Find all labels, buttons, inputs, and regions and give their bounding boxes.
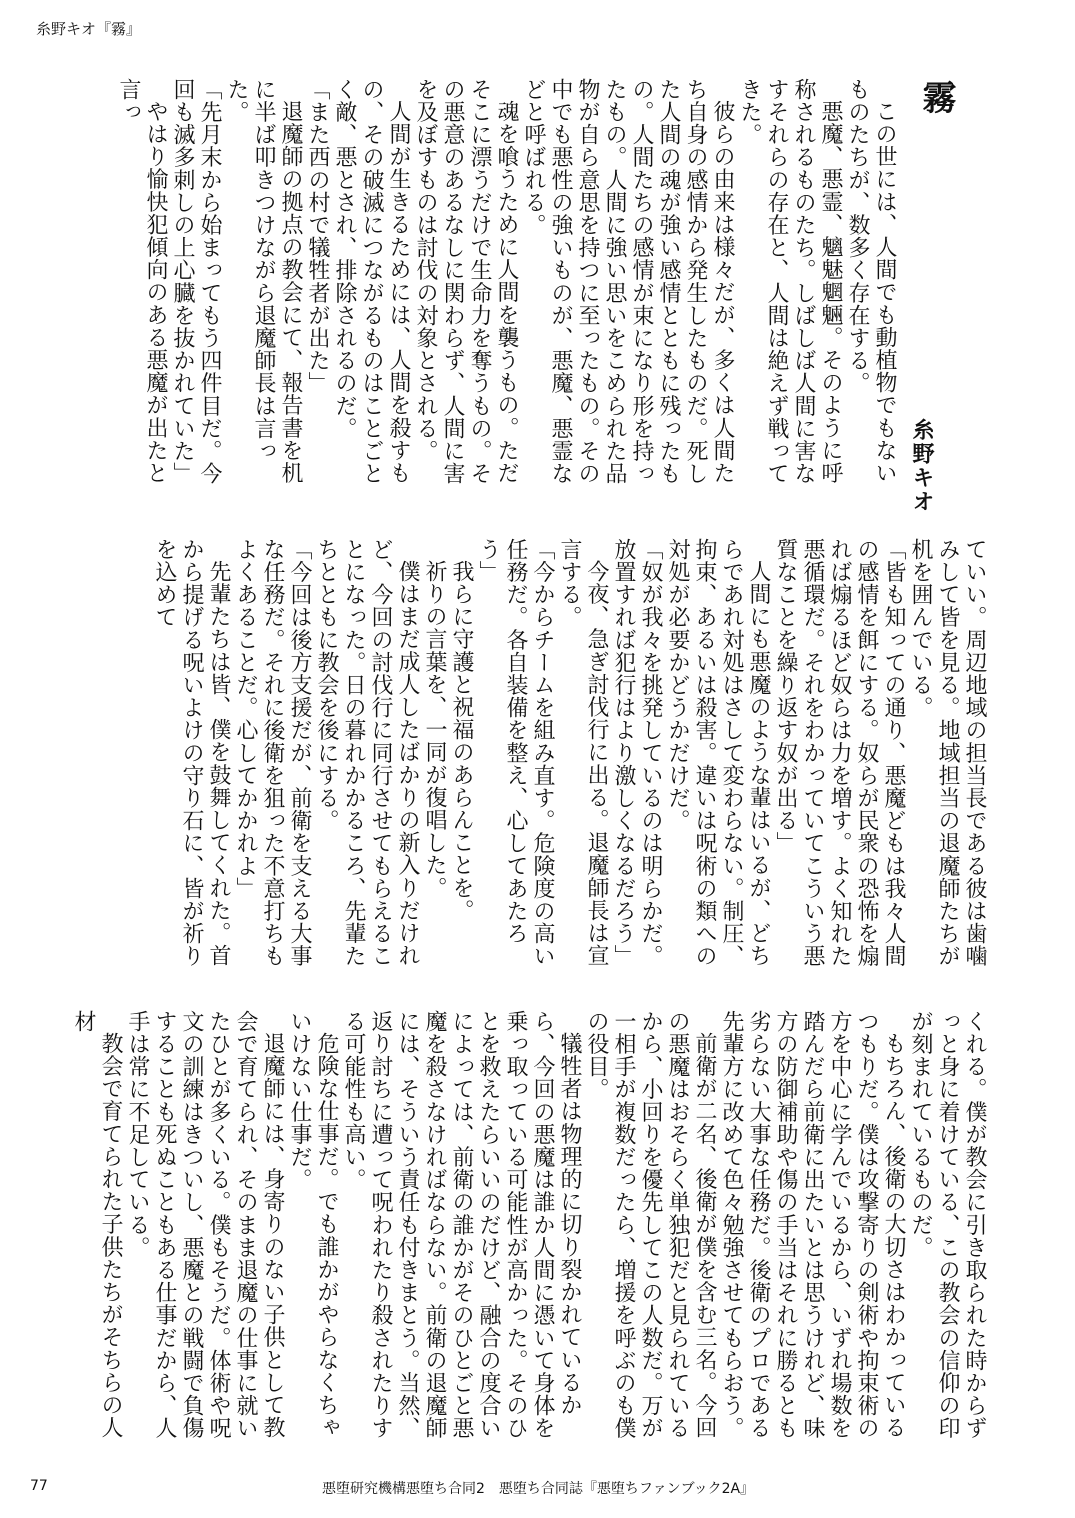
paragraph: 彼らの由来は様々だが、多くは人間たち自身の感情から発生したものだ。死した人間の魂が強い感情とともに残ったもの。人間たちの感情が束になり形を持ったもの。人間に強い思いをこめられた品物が自ら意思を持つに至ったもの。その中でも悪性の強いものが、悪魔、悪霊などと呼ばれる。 <box>521 78 735 485</box>
text-band-3 <box>71 1010 988 1445</box>
dialogue: 「奴が我々を挑発しているのは明らかだ。放置すれば犯行はより激しくなるだろう」 <box>611 538 663 968</box>
text-band-1 <box>116 78 898 493</box>
paragraph: 退魔師の拠点の教会にて、報告書を机に半ば叩きつけながら退魔師長は言った。 <box>224 78 303 485</box>
paragraph: 教会で育てられた子供たちがそちらの人材 <box>71 1010 123 1439</box>
paragraph: 今夜、急ぎ討伐行に出る。退魔師長は宣言する。 <box>557 538 609 967</box>
paragraph: 退魔師には、身寄りのない子供として教会で育てられ、そのまま退魔の仕事に就いたひとが多くいる。僕もそうだ。体術や呪文の訓練はきついし、悪魔との戦闘で負傷することも死ぬこともある仕事だから、人手は常に不足している。 <box>125 1010 285 1440</box>
paragraph: くれる。僕が教会に引き取られた時からずっと身に着けている、この教会の信仰の印が刻まれているものだ。 <box>908 1010 987 1440</box>
paragraph: 僕はまだ成人したばかりの新入りだけれど、今回の討伐行に同行させてもらえることになった。日の暮れかかるころ、先輩たちとともに教会を後にする。 <box>314 538 420 968</box>
paragraph: 祈りの言葉を、一同が復唱した。 <box>422 560 447 899</box>
dialogue: 「今からチームを組み直す。危険度の高い任務だ。各自装備を整え、心してあたろう」 <box>476 538 555 968</box>
paragraph: この世には、人間でも動植物でもないものたちが、数多く存在する。 <box>845 78 897 485</box>
paragraph: 魂を喰うために人間を襲うもの。ただそこに漂うだけで生命力を奪うもの。その悪意のあるなしに関わらず、人間に害を及ぼすものは討伐の対象とされる。 <box>413 78 519 485</box>
paragraph: 人間が生きるためには、人間を殺すもの、その破滅につながるものはことごとく敵、悪とされ、排除されるのだ。 <box>332 78 411 485</box>
story-author: 糸野キオ <box>909 418 934 514</box>
running-title: 糸野キオ『霧』 <box>36 20 142 38</box>
paragraph: 前衛が二名、後衛が僕を含む三名。今回の悪魔はおそらく単独犯だと見られているから、小回りを優先してこの人数だ。万が一相手が複数だったら、増援を呼ぶのも僕の役目。 <box>584 1010 717 1440</box>
paragraph: やはり愉快犯傾向のある悪魔が出たと言っ <box>116 78 168 485</box>
dialogue: 「また西の村で犠牲者が出た」 <box>305 78 330 395</box>
paragraph: ていい。周辺地域の担当長である彼は歯噛みして皆を見る。地域担当の退魔師たちが机を囲んでいる。 <box>908 538 987 968</box>
paragraph: 先輩たちは皆、僕を鼓舞してくれた。首から提げる呪いよけの守り石に、皆が祈りを込めて <box>152 538 231 968</box>
paragraph: もちろん、後衛の大切さはわかっているつもりだ。僕は攻撃寄りの剣術や拘束術の方を中心に学んでいるから、いずれ場数を踏んだら前衛に出たいとは思うけれど、味方の防御補助や傷の手当はそれに勝るとも劣らない大事な任務だ。後衛のプロである先輩方に改めて色々勉強させてもらおう。 <box>719 1010 906 1440</box>
text-band-2 <box>108 538 988 968</box>
paragraph: 犠牲者は物理的に切り裂かれているから、今回の悪魔は誰か人間に憑いて身体を乗っ取っている可能性が高かった。そのひとを救えたらいいのだけど、融合の度合いによっては、前衛の誰かがそのひとごと悪魔を殺さなければならない。前衛の退魔師には、そういう責任も付きまとう。当然、返り討ちに遭って呪われたり殺されたりする可能性も高い。 <box>341 1010 582 1440</box>
dialogue: 「先月末から始まってもう四件目だ。今回も滅多刺しの上心臓を抜かれていた」 <box>170 78 222 485</box>
story-title: 霧 <box>916 80 956 114</box>
dialogue: 「皆も知っての通り、悪魔どもは我々人間の感情を餌にする。奴らが民衆の恐怖を煽れば煽るほど奴らは力を増す。よく知れた悪循環だ。それをわかっていてこういう悪質なことを繰り返す奴が出る」 <box>773 538 906 968</box>
paragraph: 危険な仕事だ。でも誰かがやらなくちゃいけない仕事だ。 <box>287 1010 339 1439</box>
paragraph: 悪魔、悪霊、魑魅魍魎。そのように呼称されるものたち。しばしば人間に害なすそれらの存在と、人間は絶えず戦ってきた。 <box>737 78 843 485</box>
paragraph: 人間にも悪魔のような輩はいるが、どちらであれ対処はさして変わらない。制圧、拘束、あるいは殺害。違いは呪術の類への対処が必要かどうかだけだ。 <box>665 538 771 968</box>
page-number: 77 <box>30 1478 48 1494</box>
dialogue: 「今回は後方支援だが、前衛を支える大事な任務だ。それに後衛を狙った不意打ちもよくあることだ。心してかかれよ」 <box>233 538 312 968</box>
publication-footer: 悪堕研究機構悪堕ち合同2 悪堕ち合同誌『悪堕ちファンブック2A』 <box>322 1481 755 1497</box>
paragraph: 我らに守護と祝福のあらんことを。 <box>449 560 474 922</box>
